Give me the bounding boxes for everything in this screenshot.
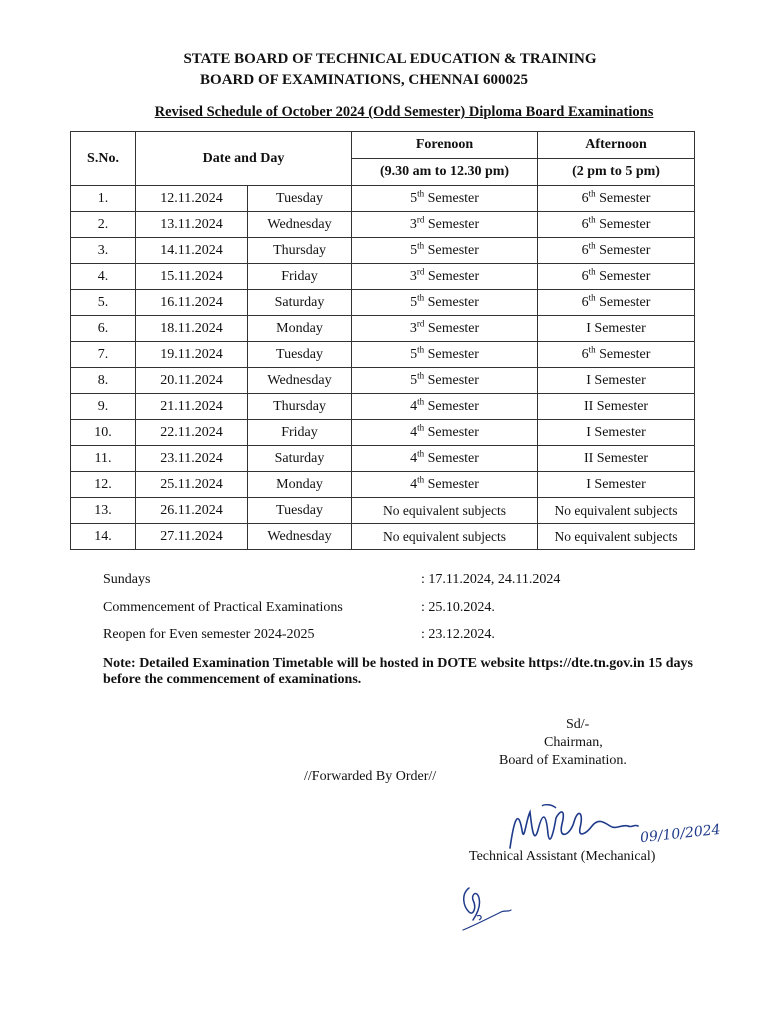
row-forenoon xyxy=(352,472,538,498)
row-day: Thursday xyxy=(248,238,352,264)
row-forenoon xyxy=(352,524,538,550)
row-day: Tuesday xyxy=(248,186,352,212)
row-forenoon xyxy=(352,420,538,446)
semester-suffix: th xyxy=(588,187,596,198)
semester-number: 6 xyxy=(581,294,589,310)
semester-suffix: rd xyxy=(416,213,425,224)
row-date: 20.11.2024 xyxy=(136,368,248,394)
header-line-1: STATE BOARD OF TECHNICAL EDUCATION & TRAINING xyxy=(183,51,597,67)
row-sno: 3. xyxy=(71,238,136,264)
reopen-value: : 23.12.2024. xyxy=(421,627,495,642)
table-row xyxy=(71,290,695,316)
semester-number: 5 xyxy=(410,372,418,388)
row-afternoon xyxy=(538,368,695,394)
row-sno: 7. xyxy=(71,342,136,368)
semester-number: 6 xyxy=(581,346,589,362)
row-afternoon xyxy=(538,290,695,316)
row-afternoon xyxy=(538,264,695,290)
row-date: 18.11.2024 xyxy=(136,316,248,342)
row-afternoon xyxy=(538,472,695,498)
semester-text: Semester xyxy=(424,294,479,310)
row-day: Saturday xyxy=(248,290,352,316)
row-sno: 12. xyxy=(71,472,136,498)
col-header-forenoon-time: (9.30 am to 12.30 pm) xyxy=(352,159,538,186)
semester-suffix: th xyxy=(588,239,596,250)
row-sno: 6. xyxy=(71,316,136,342)
col-header-sno: S.No. xyxy=(71,132,136,186)
semester-suffix: th xyxy=(588,343,596,354)
semester-text: Semester xyxy=(424,346,479,362)
header-line-2: BOARD OF EXAMINATIONS, CHENNAI 600025 xyxy=(200,72,528,88)
sd-text: Sd/- xyxy=(566,717,590,732)
row-sno: 9. xyxy=(71,394,136,420)
row-date: 13.11.2024 xyxy=(136,212,248,238)
semester-text: Semester xyxy=(424,476,479,492)
sundays-label: Sundays xyxy=(103,572,151,587)
semester-number: 4 xyxy=(410,476,418,492)
row-day: Friday xyxy=(248,264,352,290)
semester-text: Semester xyxy=(424,320,480,336)
table-row xyxy=(71,420,695,446)
row-day: Monday xyxy=(248,472,352,498)
table-row xyxy=(71,342,695,368)
semester-text: No equivalent subjects xyxy=(383,528,506,544)
row-date: 12.11.2024 xyxy=(136,186,248,212)
row-afternoon xyxy=(538,394,695,420)
row-afternoon xyxy=(538,498,695,524)
row-date: 14.11.2024 xyxy=(136,238,248,264)
row-afternoon xyxy=(538,186,695,212)
semester-number: 5 xyxy=(410,242,418,258)
semester-number: 3 xyxy=(409,268,417,284)
semester-suffix: th xyxy=(588,213,596,224)
col-header-forenoon: Forenoon xyxy=(352,132,538,159)
semester-suffix: th xyxy=(588,265,596,276)
semester-text: Semester xyxy=(595,190,651,206)
reopen-label: Reopen for Even semester 2024-2025 xyxy=(103,627,315,642)
semester-suffix: th xyxy=(417,395,425,406)
row-day: Wednesday xyxy=(248,524,352,550)
row-day: Friday xyxy=(248,420,352,446)
semester-text: Semester xyxy=(424,372,479,388)
semester-number: 6 xyxy=(581,268,589,284)
row-date: 23.11.2024 xyxy=(136,446,248,472)
initials-scribble-icon xyxy=(455,880,520,935)
row-date: 27.11.2024 xyxy=(136,524,248,550)
semester-text: No equivalent subjects xyxy=(383,502,506,518)
col-header-afternoon: Afternoon xyxy=(538,132,695,159)
semester-text: I Semester xyxy=(586,424,646,440)
semester-suffix: th xyxy=(417,473,425,484)
row-date: 25.11.2024 xyxy=(136,472,248,498)
board-text: Board of Examination. xyxy=(499,753,627,768)
row-sno: 11. xyxy=(71,446,136,472)
row-date: 15.11.2024 xyxy=(136,264,248,290)
row-day: Tuesday xyxy=(248,342,352,368)
row-forenoon xyxy=(352,368,538,394)
row-date: 21.11.2024 xyxy=(136,394,248,420)
row-afternoon xyxy=(538,238,695,264)
row-afternoon xyxy=(538,212,695,238)
row-afternoon xyxy=(538,524,695,550)
chairman-text: Chairman, xyxy=(544,735,603,750)
table-row xyxy=(71,524,695,550)
table-row xyxy=(71,394,695,420)
row-sno: 5. xyxy=(71,290,136,316)
semester-text: Semester xyxy=(595,242,651,258)
practical-value: : 25.10.2024. xyxy=(421,600,495,615)
semester-text: Semester xyxy=(424,242,479,258)
semester-suffix: th xyxy=(417,421,425,432)
semester-number: 4 xyxy=(410,398,418,414)
row-forenoon xyxy=(352,186,538,212)
table-row xyxy=(71,446,695,472)
semester-text: II Semester xyxy=(583,398,649,414)
semester-text: Semester xyxy=(424,268,480,284)
handwritten-date: 09/10/2024 xyxy=(639,821,722,847)
semester-suffix: th xyxy=(417,447,425,458)
col-header-afternoon-time: (2 pm to 5 pm) xyxy=(538,159,695,186)
row-day: Monday xyxy=(248,316,352,342)
semester-number: 5 xyxy=(410,190,418,206)
table-row xyxy=(71,186,695,212)
semester-suffix: th xyxy=(417,369,425,380)
semester-number: 5 xyxy=(410,346,418,362)
row-sno: 10. xyxy=(71,420,136,446)
semester-text: I Semester xyxy=(586,476,646,492)
row-sno: 1. xyxy=(71,186,136,212)
semester-text: Semester xyxy=(424,216,480,232)
table-row xyxy=(71,212,695,238)
row-forenoon xyxy=(352,446,538,472)
col-header-date-day: Date and Day xyxy=(136,132,352,186)
row-date: 22.11.2024 xyxy=(136,420,248,446)
semester-text: I Semester xyxy=(586,372,646,388)
schedule-title: Revised Schedule of October 2024 (Odd Semester) Diploma Board Examinations xyxy=(154,104,654,120)
semester-text: Semester xyxy=(595,294,651,310)
semester-suffix: th xyxy=(417,187,425,198)
semester-text: Semester xyxy=(424,424,479,440)
semester-suffix: th xyxy=(588,291,596,302)
row-forenoon xyxy=(352,290,538,316)
table-row xyxy=(71,316,695,342)
table-row xyxy=(71,264,695,290)
practical-label: Commencement of Practical Examinations xyxy=(103,600,343,615)
semester-number: 6 xyxy=(581,242,589,258)
row-day: Thursday xyxy=(248,394,352,420)
row-afternoon xyxy=(538,316,695,342)
row-day: Wednesday xyxy=(248,212,352,238)
semester-text: Semester xyxy=(424,398,479,414)
row-sno: 14. xyxy=(71,524,136,550)
semester-text: No equivalent subjects xyxy=(554,502,678,518)
technical-assistant-text: Technical Assistant (Mechanical) xyxy=(469,849,656,864)
schedule-table xyxy=(70,131,695,550)
semester-number: 5 xyxy=(410,294,418,310)
sundays-value: : 17.11.2024, 24.11.2024 xyxy=(421,572,561,587)
semester-number: 4 xyxy=(410,424,418,440)
row-sno: 8. xyxy=(71,368,136,394)
semester-suffix: rd xyxy=(416,317,425,328)
semester-text: Semester xyxy=(424,450,479,466)
row-day: Wednesday xyxy=(248,368,352,394)
semester-number: 4 xyxy=(410,450,418,466)
row-forenoon xyxy=(352,316,538,342)
semester-number: 3 xyxy=(409,320,417,336)
row-date: 16.11.2024 xyxy=(136,290,248,316)
row-forenoon xyxy=(352,498,538,524)
row-forenoon xyxy=(352,264,538,290)
row-forenoon xyxy=(352,342,538,368)
row-sno: 2. xyxy=(71,212,136,238)
row-afternoon xyxy=(538,446,695,472)
semester-suffix: th xyxy=(417,343,425,354)
semester-text: No equivalent subjects xyxy=(554,528,678,544)
semester-number: 6 xyxy=(581,216,589,232)
semester-text: Semester xyxy=(424,190,479,206)
table-row xyxy=(71,498,695,524)
row-date: 26.11.2024 xyxy=(136,498,248,524)
semester-number: 6 xyxy=(581,190,589,206)
semester-text: Semester xyxy=(595,268,651,284)
row-day: Saturday xyxy=(248,446,352,472)
row-afternoon xyxy=(538,420,695,446)
row-day: Tuesday xyxy=(248,498,352,524)
semester-text: Semester xyxy=(595,346,651,362)
row-forenoon xyxy=(352,212,538,238)
semester-number: 3 xyxy=(409,216,417,232)
semester-text: Semester xyxy=(595,216,651,232)
row-sno: 13. xyxy=(71,498,136,524)
row-sno: 4. xyxy=(71,264,136,290)
table-row xyxy=(71,472,695,498)
row-forenoon xyxy=(352,238,538,264)
semester-suffix: th xyxy=(417,291,425,302)
semester-text: II Semester xyxy=(583,450,649,466)
semester-suffix: rd xyxy=(416,265,425,276)
row-forenoon xyxy=(352,394,538,420)
row-date: 19.11.2024 xyxy=(136,342,248,368)
row-afternoon xyxy=(538,342,695,368)
semester-suffix: th xyxy=(417,239,425,250)
forwarded-text: //Forwarded By Order// xyxy=(304,769,437,784)
table-row xyxy=(71,238,695,264)
table-row xyxy=(71,368,695,394)
note-text: Note: Detailed Examination Timetable will be hosted in DOTE website https://dte.tn.gov.in 15 days before the commencement of examinations. xyxy=(103,656,693,687)
semester-text: I Semester xyxy=(586,320,646,336)
